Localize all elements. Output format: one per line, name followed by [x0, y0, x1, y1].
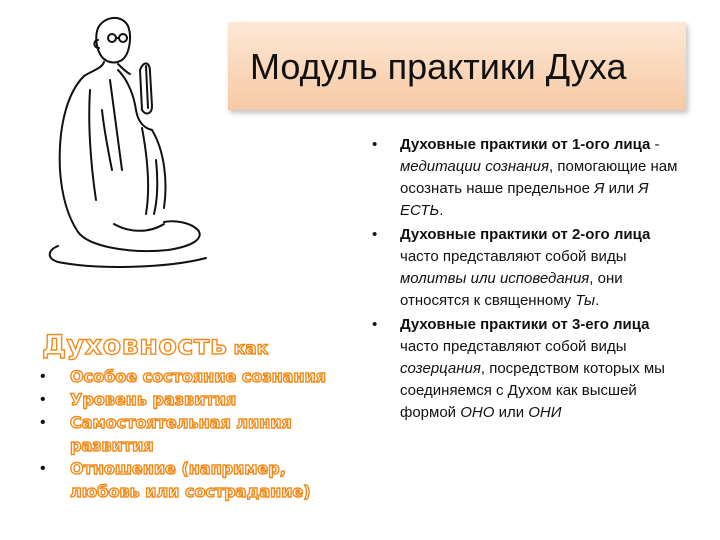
list-item-text: молитвы или исповедания: [400, 270, 590, 287]
list-item-text: медитации сознания: [400, 158, 550, 175]
list-item: [40, 458, 360, 504]
practice-list: [372, 134, 692, 426]
list-item-first-person: [372, 134, 692, 222]
list-item-text: Духовные практики от 3-его лица: [400, 316, 650, 333]
list-item-text: созерцания: [400, 360, 481, 377]
list-item: [40, 366, 360, 389]
bullet-marker: •: [372, 226, 378, 243]
spirituality-list: [40, 366, 360, 504]
bullet-marker: •: [40, 368, 46, 385]
bullet-marker: •: [372, 316, 378, 333]
list-item-text: или: [604, 180, 639, 197]
bullet-marker: •: [40, 391, 46, 408]
list-item-text: ОНИ: [528, 404, 562, 421]
list-item-third-person: [372, 314, 692, 424]
spirituality-heading-as: как: [233, 339, 269, 359]
list-item-text: ОНО: [460, 404, 495, 421]
list-item-second-person: [372, 224, 692, 312]
list-item-text: Духовные практики от 1-ого лица: [400, 136, 651, 153]
spirituality-heading-word: Духовность: [42, 330, 228, 361]
list-item-text: Уровень развития: [70, 390, 237, 409]
list-item-text: -: [650, 136, 660, 153]
list-item: [40, 389, 360, 412]
list-item: [40, 412, 360, 458]
list-item-text: , помогающие нам осознать наше предельное: [400, 158, 678, 197]
bullet-marker: •: [372, 136, 378, 153]
list-item-text: или: [494, 404, 529, 421]
list-item-text: Я ЕСТЬ: [400, 180, 649, 219]
page-title: Модуль практики Духа: [250, 46, 627, 87]
list-item-text: Отношение (например, любовь или сострадание): [70, 459, 311, 501]
list-item-text: , они относятся к священному: [400, 270, 623, 309]
bullet-marker: •: [40, 414, 46, 431]
list-item-text: Особое состояние сознания: [70, 367, 327, 386]
list-item-text: Я: [594, 180, 605, 197]
list-item-text: , посредством которых мы соединяемся с Духом как высшей формой: [400, 360, 665, 421]
bullet-marker: •: [40, 460, 46, 477]
list-item-text: часто представляют собой виды: [400, 338, 627, 355]
list-item-text: Духовные практики от 2-ого лица: [400, 226, 651, 243]
list-item-text: Ты: [575, 292, 596, 309]
list-item-text: Самостоятельная линия развития: [70, 413, 292, 455]
list-item-text: .: [439, 202, 444, 219]
praying-monk-illustration: [18, 10, 218, 280]
spirituality-heading: [42, 330, 268, 361]
list-item-text: .: [595, 292, 600, 309]
list-item-text: часто представляют собой виды: [400, 248, 627, 265]
